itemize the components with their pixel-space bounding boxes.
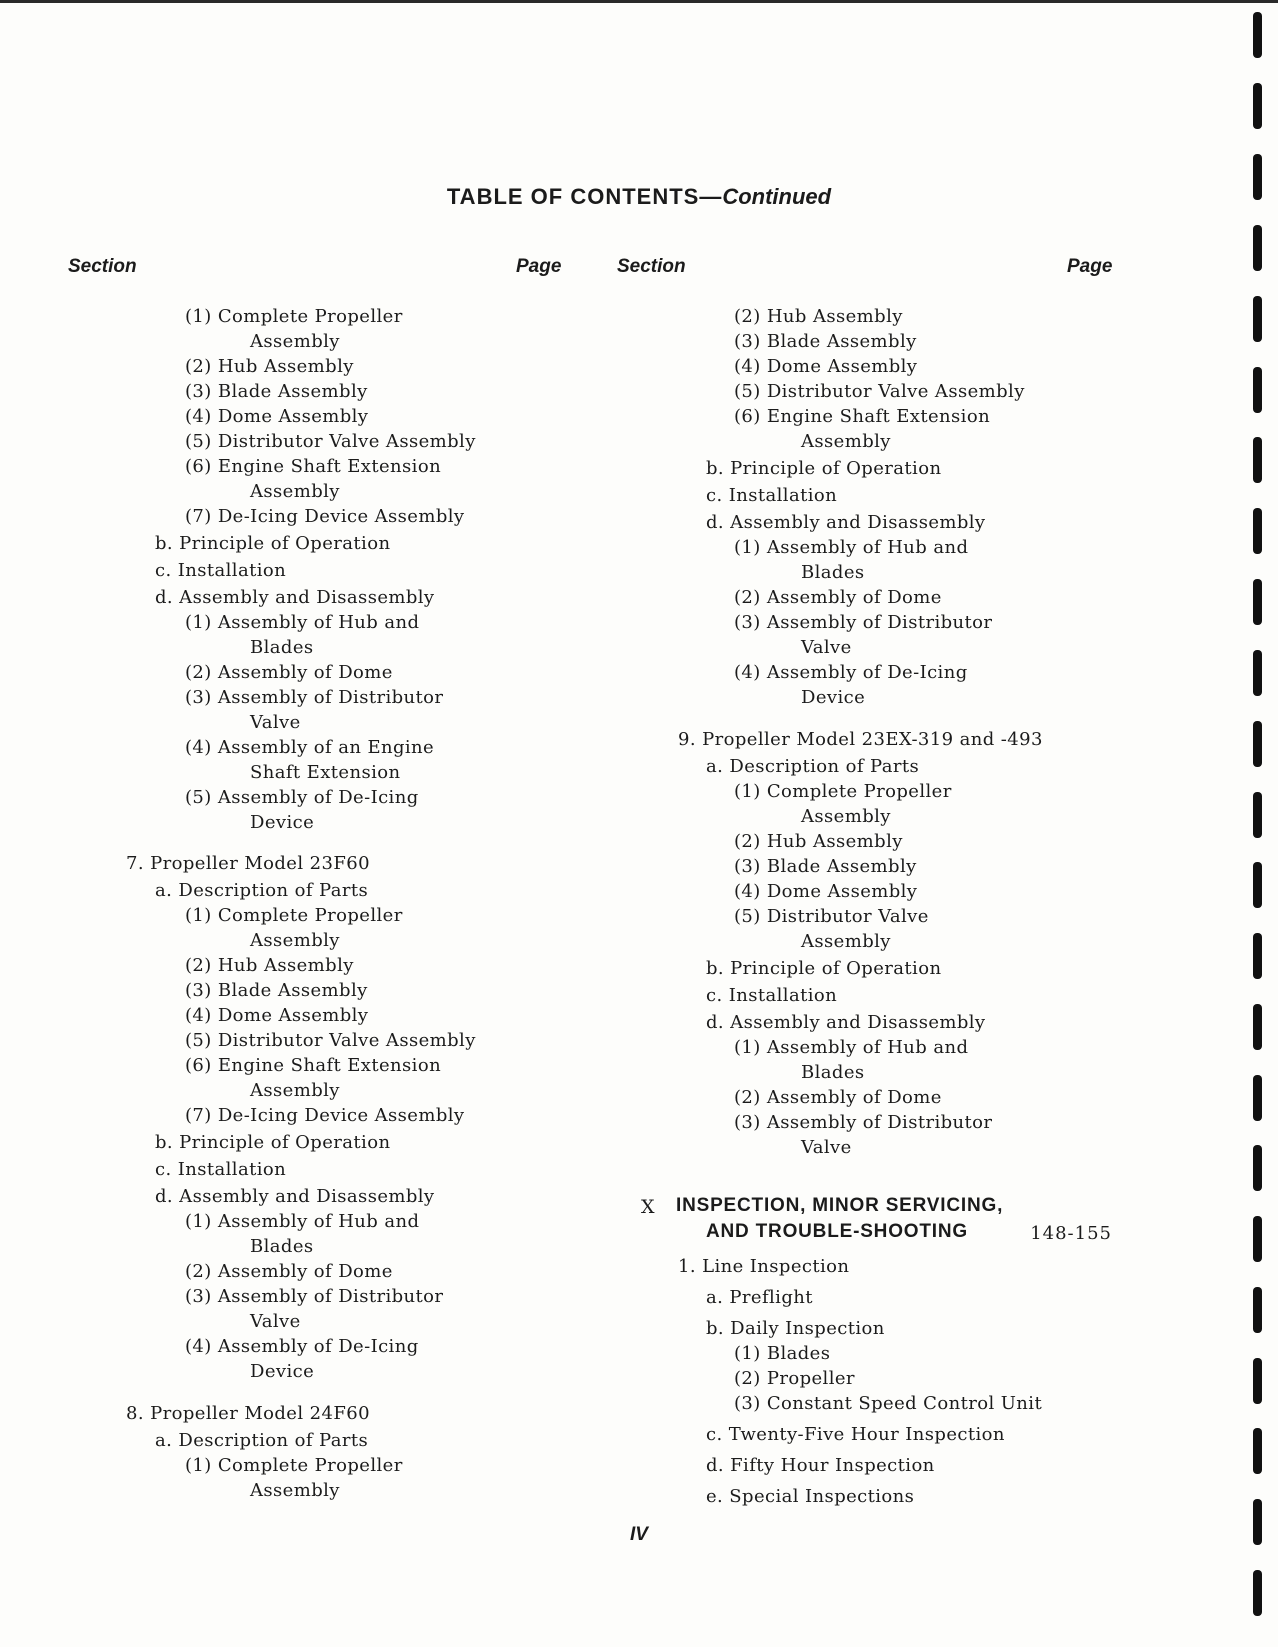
toc-entry-title: (4) Assembly of De-Icing [734,662,968,683]
toc-entry-title: (1) Assembly of Hub and [734,537,969,558]
toc-entry-title: (2) Hub Assembly [185,356,354,377]
toc-entry-title: Shaft Extension [250,762,401,783]
toc-entry-title: (1) Complete Propeller [185,1455,403,1476]
toc-entry-title: (1) Assembly of Hub and [185,1211,420,1232]
toc-entry-title: Assembly [250,930,340,951]
toc-entry-title: Blades [250,1236,314,1257]
toc-entry-title: (2) Assembly of Dome [185,1261,393,1282]
toc-entry-title: Assembly [801,431,891,452]
binding-hole [1253,1075,1262,1121]
right-section-header: Section [617,256,686,277]
binding-hole [1253,437,1262,483]
right-page-header: Page [1067,256,1113,277]
toc-entry-title: Assembly [250,481,340,502]
toc-entry-title: (6) Engine Shaft Extension [734,406,991,427]
toc-entry-title: (2) Hub Assembly [734,831,903,852]
binding-hole [1253,1428,1262,1474]
toc-entry-title: (1) Assembly of Hub and [734,1037,969,1058]
toc-entry-title: Assembly [801,931,891,952]
major-section-title-line1: INSPECTION, MINOR SERVICING, [676,1195,1004,1216]
toc-entry-title: c. Installation [155,1159,287,1180]
toc-entry-title: 1. Line Inspection [678,1256,850,1277]
toc-entry-title: (1) Complete Propeller [185,905,403,926]
toc-entry-title: (1) Blades [734,1343,831,1364]
toc-entry-title: (4) Dome Assembly [734,881,918,902]
left-page-header: Page [516,256,562,277]
toc-entry-title: Assembly [250,1480,340,1501]
binding-hole [1253,579,1262,625]
toc-entry-title: c. Installation [706,485,838,506]
binding-hole [1253,650,1262,696]
toc-entry-title: a. Preflight [706,1287,813,1308]
binding-hole [1253,792,1262,838]
toc-entry-title: (4) Assembly of De-Icing [185,1336,419,1357]
toc-entry-title: b. Principle of Operation [706,958,942,979]
binding-hole [1253,83,1262,129]
toc-entry-title: Blades [801,562,865,583]
title-main: TABLE OF CONTENTS— [446,184,723,209]
toc-entry-title: d. Assembly and Disassembly [706,512,986,533]
toc-entry-title: (3) Assembly of Distributor [734,1112,993,1133]
toc-entry-title: (5) Assembly of De-Icing [185,787,419,808]
toc-entry-title: (5) Distributor Valve [734,906,929,927]
left-section-header: Section [68,256,137,277]
toc-entry-title: Assembly [250,331,340,352]
toc-entry-title: b. Principle of Operation [155,1132,391,1153]
toc-entry-title: Device [250,812,315,833]
binding-hole [1253,1358,1262,1404]
toc-entry-title: 8. Propeller Model 24F60 [126,1403,370,1424]
toc-entry-title: (1) Complete Propeller [734,781,952,802]
toc-entry-title: Valve [801,1137,852,1158]
toc-entry-title: (5) Distributor Valve Assembly [185,431,476,452]
toc-entry-title: (2) Hub Assembly [185,955,354,976]
toc-entry-title: (7) De-Icing Device Assembly [185,506,465,527]
toc-entry-title: d. Assembly and Disassembly [706,1012,986,1033]
binding-hole [1253,367,1262,413]
binding-hole [1253,933,1262,979]
toc-entry-title: d. Assembly and Disassembly [155,587,435,608]
major-section-title-line2: AND TROUBLE-SHOOTING [706,1221,968,1242]
toc-entry-title: 7. Propeller Model 23F60 [126,853,370,874]
toc-entry-title: (1) Complete Propeller [185,306,403,327]
binding-hole [1253,12,1262,58]
toc-entry-title: Assembly [250,1080,340,1101]
major-section-page: 148-155 [1030,1223,1112,1244]
binding-hole [1253,508,1262,554]
toc-entry-title: (7) De-Icing Device Assembly [185,1105,465,1126]
binding-hole [1253,296,1262,342]
toc-entry-title: Device [250,1361,315,1382]
toc-entry-title: (3) Blade Assembly [734,856,917,877]
toc-entry-title: d. Assembly and Disassembly [155,1186,435,1207]
binding-hole [1253,721,1262,767]
toc-entry-title: (3) Blade Assembly [185,381,368,402]
toc-entry-title: (3) Constant Speed Control Unit [734,1393,1043,1414]
toc-entry-title: (5) Distributor Valve Assembly [185,1030,476,1051]
toc-entry-title: c. Installation [155,560,287,581]
toc-entry-title: Valve [250,712,301,733]
binding-hole [1253,1145,1262,1191]
toc-entry-title: (3) Assembly of Distributor [185,687,444,708]
toc-entry-title: (2) Assembly of Dome [734,587,942,608]
toc-entry-title: Assembly [801,806,891,827]
toc-entry-title: Blades [801,1062,865,1083]
toc-entry-title: (4) Dome Assembly [185,406,369,427]
binding-hole [1253,1287,1262,1333]
toc-entry-title: (4) Dome Assembly [185,1005,369,1026]
toc-entry-title: e. Special Inspections [706,1486,915,1507]
toc-entry-title: c. Installation [706,985,838,1006]
toc-entry-title: Valve [801,637,852,658]
toc-entry-title: c. Twenty-Five Hour Inspection [706,1424,1005,1445]
toc-entry-title: (3) Blade Assembly [185,980,368,1001]
title-continued: Continued [722,184,832,209]
toc-entry-title: a. Description of Parts [155,1430,369,1451]
binding-hole [1253,1499,1262,1545]
page-title [0,184,1278,210]
section-numeral: X [641,1196,655,1218]
toc-entry-title: (1) Assembly of Hub and [185,612,420,633]
toc-entry-title: (3) Blade Assembly [734,331,917,352]
page-top-edge [0,0,1278,3]
toc-entry-title: (2) Propeller [734,1368,855,1389]
toc-entry-title: b. Daily Inspection [706,1318,885,1339]
toc-entry-title: (4) Dome Assembly [734,356,918,377]
toc-entry-title: Device [801,687,866,708]
toc-entry-title: a. Description of Parts [155,880,369,901]
toc-entry-title: a. Description of Parts [706,756,920,777]
binding-hole [1253,1570,1262,1616]
binding-hole [1253,1004,1262,1050]
toc-entry-title: (4) Assembly of an Engine [185,737,435,758]
toc-entry-title: (6) Engine Shaft Extension [185,456,442,477]
toc-entry-title: (2) Assembly of Dome [185,662,393,683]
toc-entry-title: 9. Propeller Model 23EX-319 and -493 [678,729,1043,750]
toc-entry-title: Blades [250,637,314,658]
binding-hole [1253,225,1262,271]
toc-entry-title: (6) Engine Shaft Extension [185,1055,442,1076]
page-folio: IV [630,1524,648,1545]
toc-entry-title: d. Fifty Hour Inspection [706,1455,935,1476]
toc-entry-title: (2) Hub Assembly [734,306,903,327]
toc-entry-title: (3) Assembly of Distributor [734,612,993,633]
toc-entry-title: (3) Assembly of Distributor [185,1286,444,1307]
binding-hole [1253,154,1262,200]
binding-hole [1253,862,1262,908]
toc-entry-title: b. Principle of Operation [706,458,942,479]
toc-entry-title: (5) Distributor Valve Assembly [734,381,1025,402]
toc-entry-title: b. Principle of Operation [155,533,391,554]
binding-hole [1253,1216,1262,1262]
toc-entry-title: Valve [250,1311,301,1332]
toc-entry-title: (2) Assembly of Dome [734,1087,942,1108]
